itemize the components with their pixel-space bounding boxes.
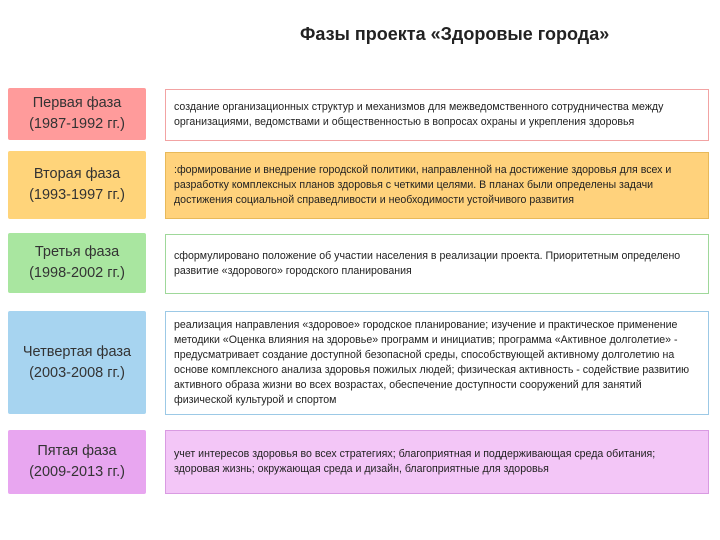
- phase-5-years: (2009-2013 гг.): [29, 464, 125, 480]
- phase-4-description: реализация направления «здоровое» городское планирование; изучение и практическое применение методики «Оценка влияния на здоровье» программ и инициатив; программа «Активное долголетие» - предусматривает создание доступной безопасной среды, способствующей активному долголетию на основе комплексного анализа здоровья пожилых людей; физическая активность - содействие развитию активного образа жизни во всех возрастах, обеспечение доступности сооружений для занятий физической культурой и спортом: [174, 319, 690, 406]
- phase-5-description-box: [165, 430, 709, 494]
- page-title: Фазы проекта «Здоровые города»: [300, 24, 610, 44]
- phase-3-name: Третья фаза: [34, 244, 120, 260]
- phase-1-name: Первая фаза: [32, 95, 122, 111]
- phase-4-name: Четвертая фаза: [22, 343, 132, 360]
- phase-3-box: [8, 233, 146, 293]
- phase-3-description: сформулировано положение об участии населения в реализации проекта. Приоритетным определено развитие «здорового» городского планирования: [174, 250, 681, 277]
- phase-5-box: [8, 430, 146, 494]
- phase-2-name: Вторая фаза: [33, 166, 121, 182]
- phase-1-box: [8, 88, 146, 140]
- phase-2-box: [8, 151, 146, 219]
- phase-5-name: Пятая фаза: [37, 443, 117, 459]
- phase-5-description: учет интересов здоровья во всех стратегиях; благоприятная и поддерживающая среда обитания; здоровая жизнь; окружающая среда и дизайн, благоприятные для здоровья: [174, 448, 656, 475]
- phase-3-years: (1998-2002 гг.): [29, 265, 125, 281]
- phase-4-box: [8, 311, 146, 414]
- phase-2-years: (1993-1997 гг.): [29, 187, 125, 203]
- phase-1-description: создание организационных структур и механизмов для межведомственного сотрудничества между организациями, ведомствами и общественностью в вопросах охраны и укрепления здоровья: [174, 101, 664, 128]
- phase-4-description-box: [165, 311, 709, 415]
- phase-3-description-box: [165, 234, 709, 294]
- phase-2-description-box: [165, 152, 709, 219]
- phase-1-years: (1987-1992 гг.): [29, 116, 125, 132]
- phase-1-description-box: [165, 89, 709, 141]
- phase-2-description: :формирование и внедрение городской политики, направленной на достижение здоровья для всех и разработку комплексных планов здоровья с четкими целями. В планах были определены задачи достижения социальной справедливости и необходимости устойчивого развития: [174, 164, 672, 206]
- phase-4-years: (2003-2008 гг.): [29, 364, 125, 381]
